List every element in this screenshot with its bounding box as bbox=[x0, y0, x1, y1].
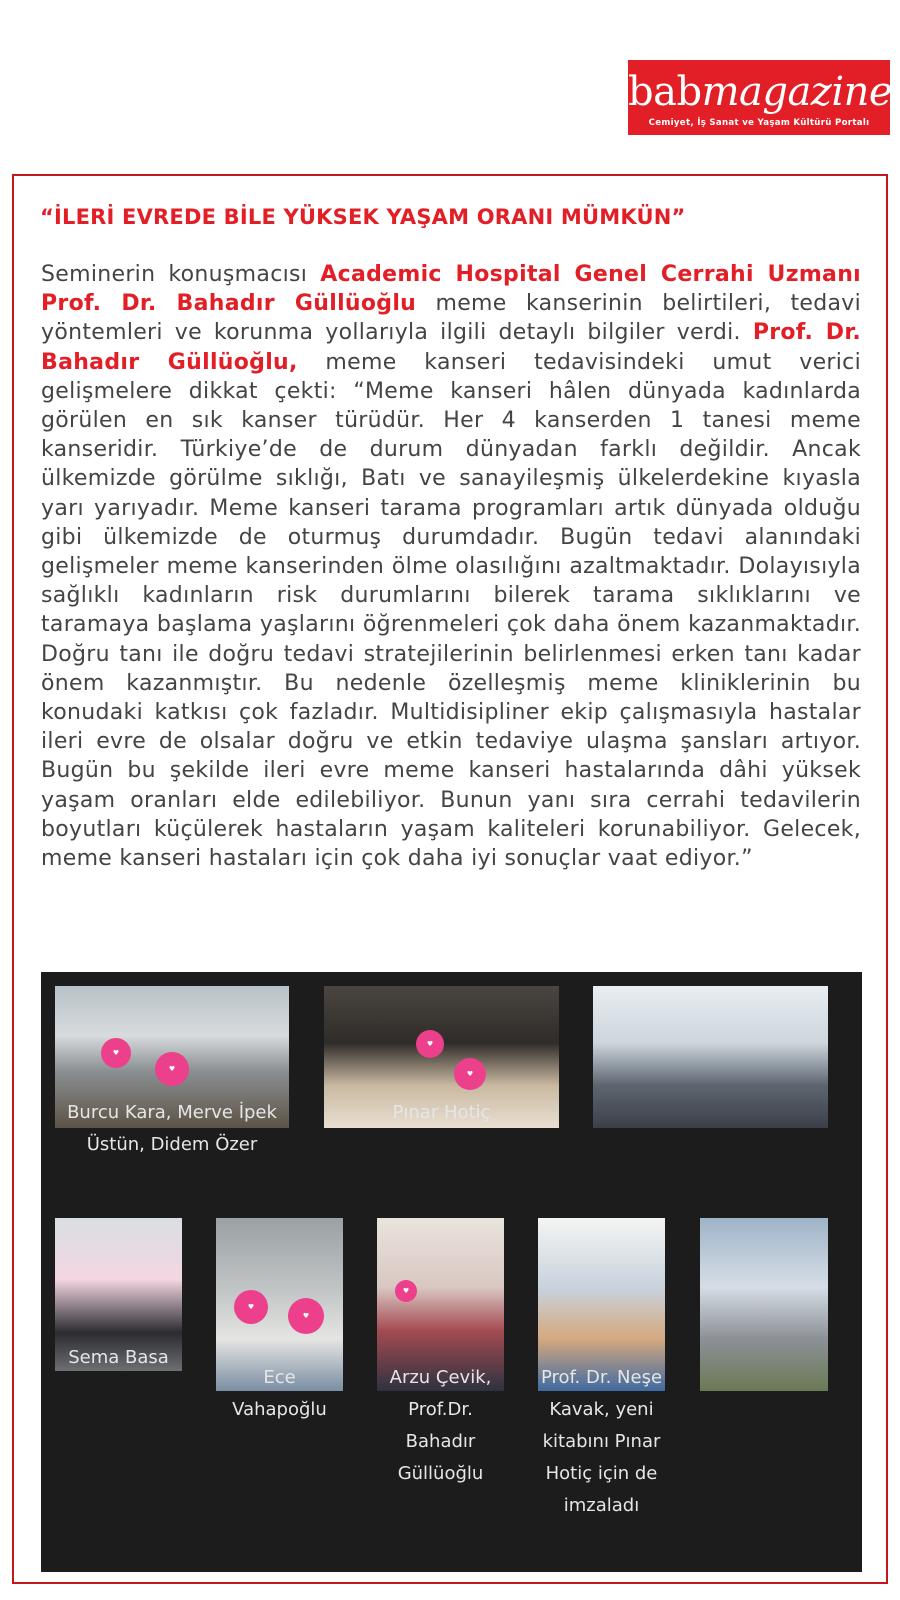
article-body bbox=[41, 260, 861, 873]
event-sign-5: ♥ bbox=[234, 1290, 268, 1324]
gallery-caption-7: Prof. Dr. Neşe Kavak, yeni kitabını Pınar Hotiç için de imzaladı bbox=[540, 1367, 663, 1516]
gallery-caption-2: Pınar Hotiç bbox=[392, 1102, 491, 1123]
body-middle: meme kanserinin belirtileri, tedavi yöntemleri ve korunma yollarıyla ilgili detaylı bilgiler verdi. bbox=[41, 291, 861, 346]
body-intro: Seminerin konuşmacısı bbox=[41, 262, 321, 287]
body-quote: meme kanseri tedavisindeki umut verici gelişmelere dikkat çekti: “Meme kanseri hâlen dünyada kadınlarda görülen en sık kanser türüdür. Her 4 kanserden 1 tanesi meme kanseridir. Türkiye’de de durum dünyadan farklı değildir. Ancak ülkemizde görülme sıklığı, Batı ve sanayileşmiş ülkelerdekine kıyasla yarı yarıyadır. Meme kanseri tarama programları artık dünyada olduğu gibi ülkemizde de oturmuş durumdadır. Bugün tedavi alanındaki gelişmeler meme kanserinden ölme olasılığını azaltmaktadır. Dolayısıyla sağlıklı kadınların risk durumlarını bilerek tarama sıklıklarını ve taramaya başlama yaşlarını öğrenmeleri çok daha önem kazanmaktadır. Doğru tanı ile doğru tedavi stratejilerinin belirlenmesi erken tanı kadar önem kazanmıştır. Bu nedenle özelleşmiş meme kliniklerinin bu konudaki katkısı çok fazladır. Multidisipliner ekip çalışmasıyla hastalar ileri evre de olsalar doğru ve etkin tedaviye ulaşma şansları artıyor. Bugün bu şekilde ileri evre meme kanseri hastalarında dâhi yüksek yaşam oranları elde edilebiliyor. Bunun yanı sıra cerrahi tedavilerin boyutları küçülerek hastaların yaşam kaliteleri korunabiliyor. Gelecek, meme kanseri hastaları için çok daha iyi sonuçlar vaat ediyor.” bbox=[41, 349, 861, 872]
event-sign-3: ♥ bbox=[416, 1030, 444, 1058]
event-sign-2: ♥ bbox=[155, 1052, 189, 1086]
speaker-highlight: Academic Hospital Genel Cerrahi Uzmanı Prof. Dr. Bahadır Güllüoğlu bbox=[41, 262, 861, 317]
article-headline: “İLERİ EVREDE BİLE YÜKSEK YAŞAM ORANI MÜMKÜN” bbox=[40, 205, 686, 229]
event-sign-4: ♥ bbox=[454, 1058, 486, 1090]
logo-bab-text: bab bbox=[628, 69, 702, 115]
site-logo[interactable] bbox=[628, 60, 893, 135]
gallery-caption-6: Arzu Çevik, Prof.Dr. Bahadır Güllüoğlu bbox=[389, 1367, 492, 1484]
gallery-caption-1: Burcu Kara, Merve İpek Üstün, Didem Özer bbox=[67, 1102, 277, 1155]
logo-wordmark bbox=[628, 69, 893, 115]
gallery-caption-5: Ece Vahapoğlu bbox=[232, 1367, 327, 1420]
photo-gallery bbox=[41, 972, 862, 1572]
logo-magazine-text: magazine bbox=[701, 69, 893, 115]
gallery-photo-8[interactable] bbox=[700, 1218, 828, 1391]
event-sign-1: ♥ bbox=[101, 1038, 131, 1068]
event-sign-7: ♥ bbox=[395, 1280, 417, 1302]
logo-tagline: Cemiyet, İş Sanat ve Yaşam Kültürü Portalı bbox=[648, 118, 870, 128]
gallery-caption-4: Sema Basa bbox=[68, 1347, 169, 1368]
speaker-highlight-2: Prof. Dr. Bahadır Güllüoğlu, bbox=[41, 320, 861, 375]
gallery-photo-3[interactable] bbox=[593, 986, 828, 1128]
event-sign-6: ♥ bbox=[288, 1298, 324, 1334]
